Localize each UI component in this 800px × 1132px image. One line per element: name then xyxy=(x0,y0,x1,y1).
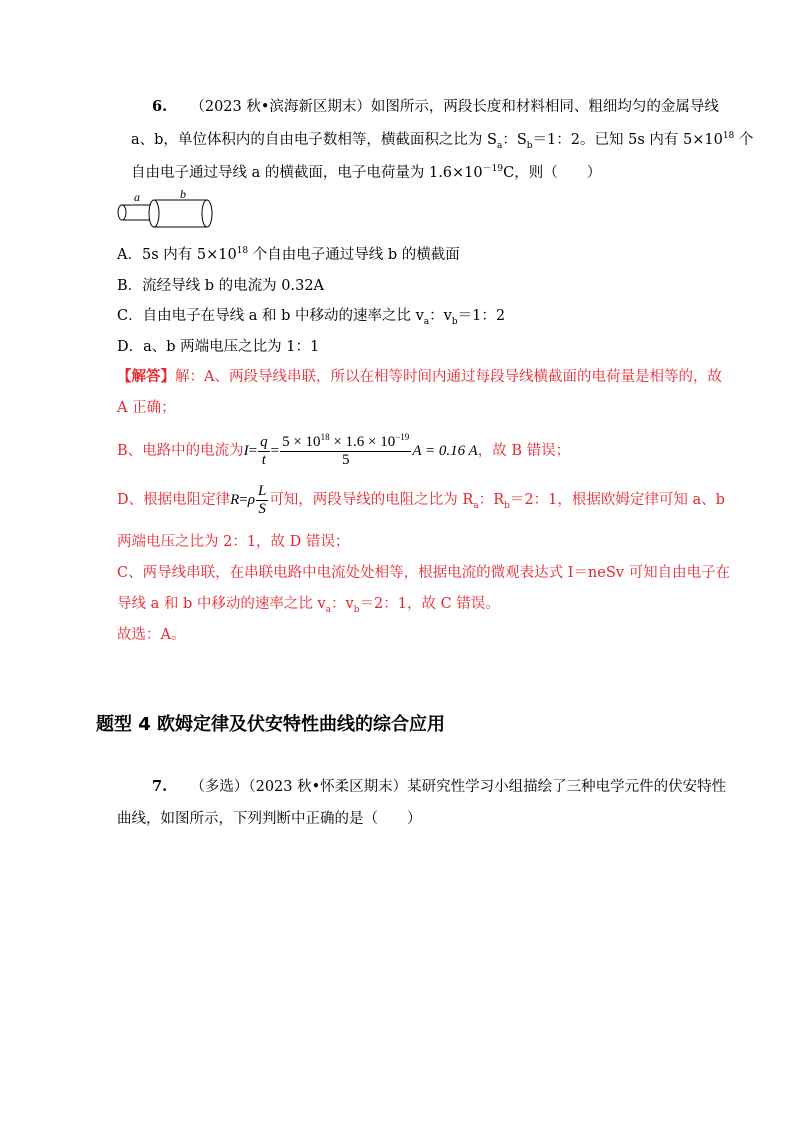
wire-b-body xyxy=(154,200,207,227)
section-title: 题型 4 欧姆定律及伏安特性曲线的综合应用 xyxy=(96,714,446,735)
q6-number: 6. xyxy=(152,98,168,115)
wire-b-start xyxy=(149,200,159,227)
q7-tag: （多选） xyxy=(190,779,249,795)
answer-line3: B、电路中的电流为I= $\frac{q}{t}$ = $\frac{5 \times 10^{18} \times 1.6 \times 10^{-19}}{5}$ A = 0.16 A，故 B 错误； xyxy=(117,432,571,469)
q6-line3: 自由电子通过导线 a 的横截面，电子电荷量为 $1.6\times 10^{-19}C$，则（ ） xyxy=(131,164,602,181)
answer-line4: D、根据电阻定律R=ρ $\frac{L}{S}$ 可知，两段导线的电阻之比为 $R_a$：$R_b=2$：1，根据欧姆定律可知 a、b xyxy=(117,483,725,518)
answer-tag: 【解答】 xyxy=(117,368,175,385)
option-c: C．自由电子在导线 a 和 b 中移动的速率之比 $v_a$：$v_b=1$：2 xyxy=(117,308,506,327)
q6-line2: a、b，单位体积内的自由电子数相等，横截面积之比为 $S_a$：$S_b=1$：2。已知 5s 内有 $5\times 10^{18}$ 个 xyxy=(131,131,754,151)
answer-line8: 故选：A。 xyxy=(117,627,186,643)
q6-stem-1: 如图所示，两段长度和材料相同、粗细均匀的金属导线 xyxy=(370,99,719,115)
option-d: D．a、b 两端电压之比为 1：1 xyxy=(117,339,320,355)
option-b: B．流经导线 b 的电流为 0.32A xyxy=(117,278,325,294)
option-a: A．5s 内有 $5\times 10^{18}$ 个自由电子通过导线 b 的横截面 xyxy=(117,246,460,263)
label-a: a xyxy=(134,190,140,204)
resistance-formula: R=ρ $\frac{L}{S}$ xyxy=(230,483,267,518)
q7-line2: 曲线，如图所示，下列判断中正确的是（ ） xyxy=(117,811,422,827)
answer-line5: 两端电压之比为 2：1，故 D 错误； xyxy=(117,534,350,550)
q7-source: （2023 秋•怀柔区期末） xyxy=(248,779,408,795)
answer-line1: 【解答】解：A、两段导线串联，所以在相等时间内通过每段导线横截面的电荷量是相等的，故 xyxy=(117,368,722,385)
q7-line1: 7. （多选）（2023 秋•怀柔区期末）某研究性学习小组描绘了三种电学元件的伏安特性 xyxy=(152,778,727,795)
q6-source: （2023 秋•滨海新区期末） xyxy=(190,99,371,115)
wire-b-end xyxy=(202,200,212,227)
current-formula: I= $\frac{q}{t}$ = $\frac{5 \times 10^{18} \times 1.6 \times 10^{-19}}{5}$ A = 0.16 A xyxy=(243,432,478,469)
answer-line6: C、两导线串联，在串联电路中电流处处相等，根据电流的微观表达式 I＝neSv 可知自由电子在 xyxy=(117,565,731,581)
label-b: b xyxy=(180,190,186,201)
q6-line1 xyxy=(152,97,719,117)
answer-line7: 导线 a 和 b 中移动的速率之比 $v_a$：$v_b=2$：1，故 C 错误。 xyxy=(117,596,500,615)
wire-a-end xyxy=(118,205,126,220)
wire-figure xyxy=(112,190,222,230)
answer-line2: A 正确； xyxy=(117,400,176,416)
q7-number: 7. xyxy=(152,778,168,795)
